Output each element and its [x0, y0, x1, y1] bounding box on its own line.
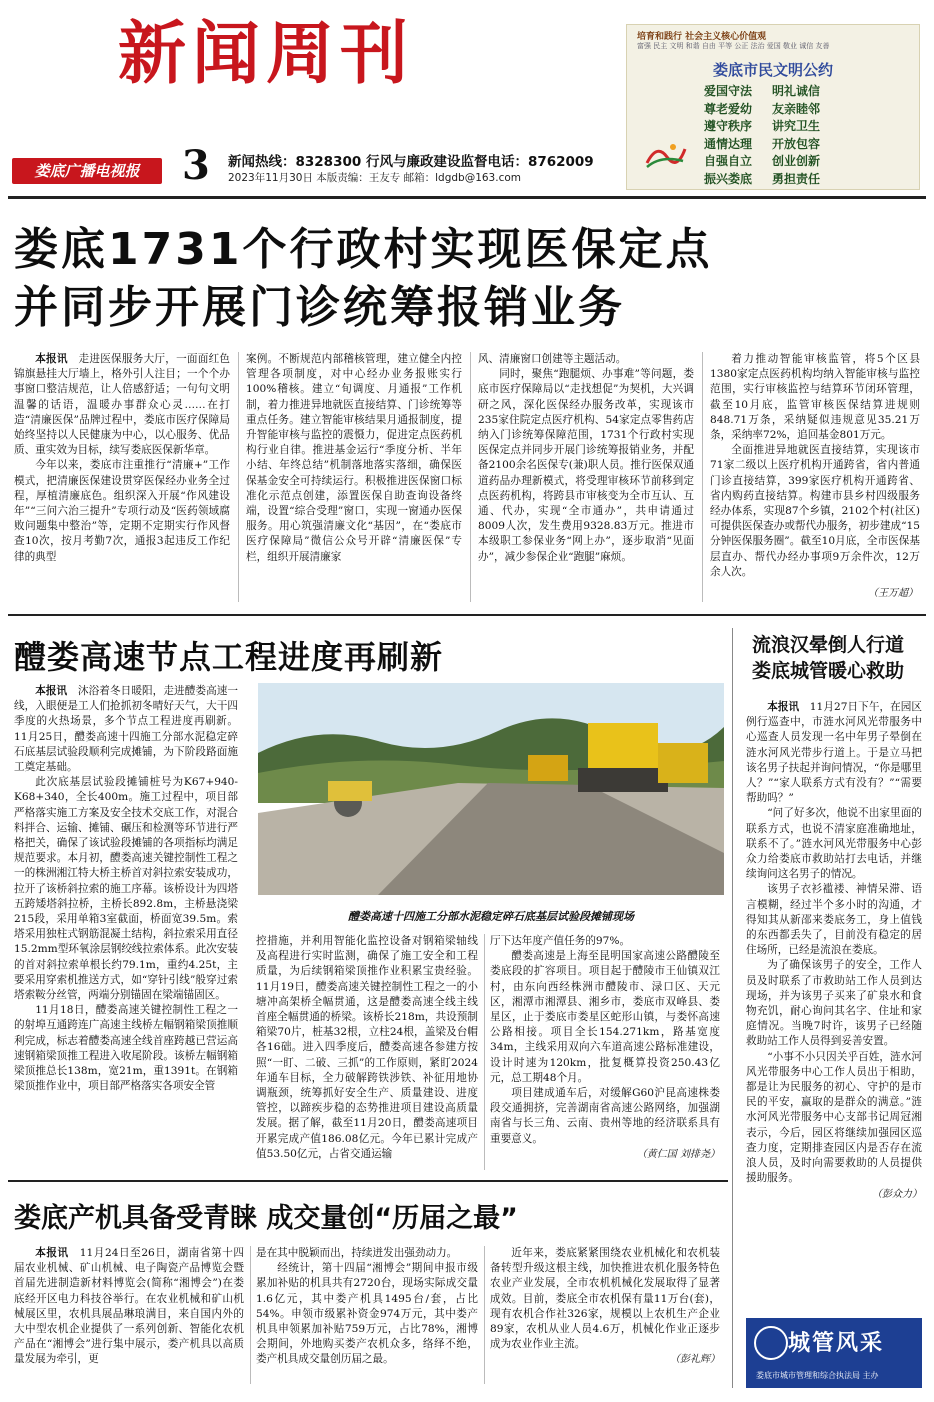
brand-badge: 娄底广播电视报	[12, 158, 162, 184]
civic-line: 爱国守法 明礼诚信	[704, 84, 821, 98]
civic-convention-box	[626, 24, 920, 190]
article1-byline: （王万超）	[800, 586, 918, 602]
emblem-icon	[754, 1326, 788, 1360]
civic-slogan: 培育和践行 社会主义核心价值观	[637, 32, 767, 42]
article1-col4: 着力推动智能审核监管，将5个区县1380家定点医药机构均纳入智能审核与监控范围，实行审核监控与结算环节闭环管理，截至10月底，监管审核医保结算进规则848.71万条，采纳疑似违规意见35.21万条，采纳率72%，追回基金801万元。 全面推进异地就医直接结算，实现该市71家二级以上医疗机构开通跨省，省内普通门诊直接结算，399家医疗机构开通跨省、省内购药直接结算。构建市县乡村四级服务经办体系，实现87个乡镇，2102个村(社区)可提供医保查办或帮代办服务，初步建成“15分钟医保服务圈”。截至10月底，全市医保基层直办、帮代办经办事项9万余件次，12万余人次。	[710, 353, 920, 578]
dateline: 2023年11月30日 本版责编：王友专 邮箱：ldgdb@163.com	[228, 172, 521, 184]
civic-logo-icon	[643, 139, 687, 173]
civic-title: 娄底市民文明公约	[712, 61, 833, 79]
article1-title-line1: 娄底1731个行政村实现医保定点	[14, 224, 713, 275]
city-management-badge	[746, 1318, 922, 1388]
hotline: 新闻热线：8328300 行风与廉政建设监督电话：8762009	[228, 154, 594, 170]
civic-line: 通情达理 开放包容	[704, 136, 821, 151]
article2-col2: 控措施，并利用智能化监控设备对钢箱梁轴线及高程进行实时监测，确保了施工安全和工程质量，为后续钢箱梁顶推作业积累宝贵经验。11月19日，醴娄高速关键控制性工程之一的小塘冲高架桥全幅贯通，这是醴娄高速全线主线首座全幅贯通的桥梁。该桥长218m，共设预制箱梁70片，桩基32根，立柱24根，盖梁及台帽各16础。进入四季度后，醴娄高速各参建方按照“一盯、二破、三抓”的工作原则，紧盯2024年通车目标，全力破解跨铁涉铁、补征用地协调瓶颈，统筹抓好安全生产、质量建设、进度管控，以蹄疾步稳的态势推进项目建设高质量发展。据了解，截至11月20日，醴娄高速项目开累完成产值186.08亿元。今年已累计完成产值53.50亿元，占省交通运输	[256, 935, 478, 1160]
civic-values: 富强 民主 文明 和谐 自由 平等 公正 法治 爱国 敬业 诚信 友善	[637, 42, 830, 50]
article1-title-line2: 并同步开展门诊统筹报销业务	[14, 282, 625, 333]
badge-title: 城管风采	[788, 1331, 885, 1356]
article4-title: 娄底产机具备受青睐 成交量创“历届之最”	[14, 1203, 518, 1234]
badge-subtitle: 娄底市城市管理和综合执法局 主办	[756, 1371, 879, 1380]
article3-title-line1: 流浪汉晕倒人行道	[752, 634, 905, 656]
civic-lines	[704, 83, 828, 188]
article1-col3: 风、清廉窗口创建等主题活动。 同时，聚焦“跑腿烦、办事难”等问题，娄底市医疗保障局以“走找想促”为契机，大兴调研之风，深化医保经办服务改革，实现该市235家住院定点医疗机构、54家定点零售药店纳入门诊统筹保障范围，1731个行政村实现医保定点并同步开展门诊统筹报销业务，并配备2100余名医保专(兼)职人员。推行医保双通道药品办理新模式，将受理审核环节前移到定点医药机构，将跨县市审核变为全市互认、互通、代办，实现“全市通办”，共申请通过8009人次，发生费用9328.83万元。推进市本级职工参保业务“网上办”，逐步取消“见面办”，减少参保企业“跑腿”麻烦。	[478, 353, 694, 563]
civic-line: 尊老爱幼 友亲睦邻	[704, 101, 821, 116]
article2-title: 醴娄高速节点工程进度再刷新	[14, 638, 444, 676]
article1-col2: 案例。不断规范内部稽核管理，建立健全内控管理各项制度，对中心经办业务报账实行100%稽核。建立“旬调度、月通报”工作机制，着力推进异地就医直接结算、门诊统筹等重点任务。建立智能审核结果月通报制度，提升智能审核与监控的震慑力，促进定点医药机构行业自律。推进基金运行“季度分析、半年小结、年终总结”机制落地落实落细，确保医保基金安全可持续运行。积极推进医保窗口标准化示范点创建，添置医保自助查询设备终端，设置“综合受理”窗口，实现一窗通办医保服务。用心筑强清廉文化“基因”，在“娄底市医疗保障局”微信公众号开辟“清廉医保”专栏，组织开展清廉家	[246, 353, 462, 563]
article2-byline: （黄仁国 刘排尧）	[636, 1148, 720, 1160]
article4-col3: 近年来，娄底紧紧围绕农业机械化和农机装备转型升级这根主线，加快推进农机化服务特色农业产业发展，全市农机机械化发展取得了显著成效。目前，娄底全市农机保有量11万台(套)，现有农机合作社326家，规模以上农机生产企业89家，农机从业人员4.6万，机械化作业正逐步成为农业作业主流。 （彭礼辉）	[490, 1246, 720, 1388]
civic-line: 自强自立 创业创新	[704, 154, 821, 168]
road-paving-illustration	[258, 683, 724, 895]
civic-line: 遵守秩序 讲究卫生	[704, 119, 821, 133]
article3-title-line2: 娄底城管暖心救助	[752, 660, 905, 682]
article4-col2: 是在其中脱颖而出，持续迸发出强劲动力。 经统计，第十四届“湘博会”期间申报市级累加补贴的机具共有2720台，现场实际成交量1.6亿元，其中娄产机具1495台/套，占比54%。申领市级累补资金974万元，其中娄产机具申领累加补贴759万元，占比78%，湘博会期间，外地购买娄产农机众多，络绎不绝，娄产机具成交量创历届之最。	[256, 1247, 478, 1366]
civic-line: 振兴娄底 勇担责任	[704, 171, 821, 186]
page-number: 3	[182, 142, 210, 189]
top-rule	[8, 196, 926, 199]
article3-body: 本报讯 11月27日下午，在园区例行巡查中，市涟水河风光带服务中心巡查人员发现一名中年男子晕倒在涟水河风光带步行道上。于是立马把该名男子扶起并询问情况，“你是哪里人？”“家人联系方式有没有？”“需要帮助吗？” “问了好多次，他说不出家里面的联系方式，也说不清家庭准确地址，联系不了。”涟水河风光带服务中心彭众力给娄底市救助站打去电话，并继续询问这名男子的情况。 该男子衣衫褴褛、神情呆滞、语言模糊，经过半个多小时的沟通，才得知其从新邵来娄底务工，身上值钱的东西都丢失了，目前没有稳定的居住场所，已经是流浪在娄底。 为了确保该男子的安全，工作人员及时联系了市救助站工作人员到达现场，并为该男子买来了矿泉水和食物充饥，耐心询问其名字、住址和家庭情况。当晚7时许，该男子已经随救助站工作人员得到妥善安置。 “小事不小只因关乎百姓，涟水河风光带服务中心工作人员出于相助，都是让为民服务的初心、守护的是市民的平安，赢取的是群众的满意。”涟水河风光带服务中心支部书记周冠湘表示，今后，园区将继续加强园区巡查力度，定期排查园区内是否存在流浪人员，及时向需要救助的人员提供援助服务。 （彭众力）	[746, 700, 922, 1308]
article3-byline: （彭众力）	[872, 1188, 922, 1200]
masthead-title: 新闻周刊	[118, 14, 415, 94]
road-paving-photo	[258, 683, 724, 895]
section-rule-2	[8, 1180, 728, 1182]
section-rule	[8, 614, 926, 616]
article4-byline: （彭礼辉）	[670, 1354, 720, 1366]
article4-col1: 本报讯 11月24日至26日，湖南省第十四届农业机械、矿山机械、电子陶瓷产品博览会暨首届先进制造新材料博览会(简称“湘博会”)在娄底经开区电力科技谷举行。在农业机械和矿山机械展区里，农机具展品琳琅满目，来自国内外的大中型农机企业提供了一系列创新、智能化农机产品在“湘博会”进行集中展示，娄产机具以高质量发展为牵引，更	[14, 1247, 244, 1366]
article2-col1: 本报讯 沐浴着冬日暖阳，走进醴娄高速一线，入眼便是工人们抢抓初冬晴好天气，大干四季度的火热场景，多个节点工程进度再刷新。11月25日，醴娄高速十四施工分部水泥稳定碎石底基层试验段顺利完成摊铺，为下阶段路面施工奠定基础。 此次底基层试验段摊铺桩号为K67+940-K68+340，全长400m。施工过程中，项目部严格落实施工方案及安全技术交底工作，对混合料拌合、运输、摊铺、碾压和检测等环节进行严格把关，确保了该试验段摊铺的各项指标均满足规范要求。本月初，醴娄高速关键控制性工程之一的株洲湘江特大桥主桥首对斜拉索安装成功，拉开了该桥斜拉索的施工序幕。该桥设计为四塔五跨矮塔斜拉桥，主桥长892.8m，主桥悬浇梁215段，采用单箱3室截面，桥面宽39.5m。索塔采用独柱式钢筋混凝土结构，斜拉索采用直径15.2mm型环氧涂层钢绞线拉索体系。此次安装的首对斜拉索单根长约79.1m，重约4.25t，主要采用穿索机推送方式，如“穿针引线”般穿过索塔索鞍分丝管，两端分别锚固在梁端锚固区。 11月18日，醴娄高速关键控制性工程之一的射埠互通跨连广高速主线桥左幅钢箱梁顶推顺利完成，标志着醴娄高速全线首座跨越已营运高速钢箱梁顶推工程进入收尾阶段。该桥左幅钢箱梁顶推总长138m，宽21m，重1391t。在钢箱梁顶推作业中，项目部严格落实各项安全管	[14, 685, 238, 1093]
article2-col3: 厅下达年度产值任务的97%。 醴娄高速是上海至昆明国家高速公路醴陵至娄底段的扩容项目。项目起于醴陵市王仙镇双江村，由东向西经株洲市醴陵市、渌口区、天元区，湘潭市湘潭县、湘乡市，娄底市双峰县、娄星区，止于娄底市娄星区蛇形山镇，与娄怀高速公路相接。项目全长154.271km，路基宽度34m，主线采用双向六车道高速公路标准建设，设计时速为120km，批复概算投资250.43亿元，总工期48个月。 项目建成通车后，对缓解G60沪昆高速株娄段交通拥挤，完善湖南省高速公路网络，加强湖南省与长三角、云南、贵州等地的经济联系具有重要意义。 （黄仁国 刘排尧）	[490, 934, 720, 1172]
article1-col1: 本报讯 走进医保服务大厅，一面面红色锦旗悬挂大厅墙上，格外引人注目；一个个办事窗口整洁规范，让人倍感舒适；一句句文明温馨的话语，温暖办事群众心灵……在打造“清廉医保”品牌过程中，娄底市医疗保障局始终坚持以人民健康为中心，以心服务、优品质、重实效为目标，续写娄底医保新华章。 今年以来，娄底市注重推行“清廉+”工作模式，把清廉医保建设贯穿医保经办业务全过程，厚植清廉底色。组织深入开展“作风建设年”“三问六治三提升”专项行动及“医药领域腐败问题集中整治”等，定期不定期实行作风督查10次，按月考勤7次，通报3起违反工作纪律的典型	[14, 353, 230, 563]
photo-caption: 醴娄高速十四施工分部水泥稳定碎石底基层试验段摊铺现场	[348, 910, 634, 923]
